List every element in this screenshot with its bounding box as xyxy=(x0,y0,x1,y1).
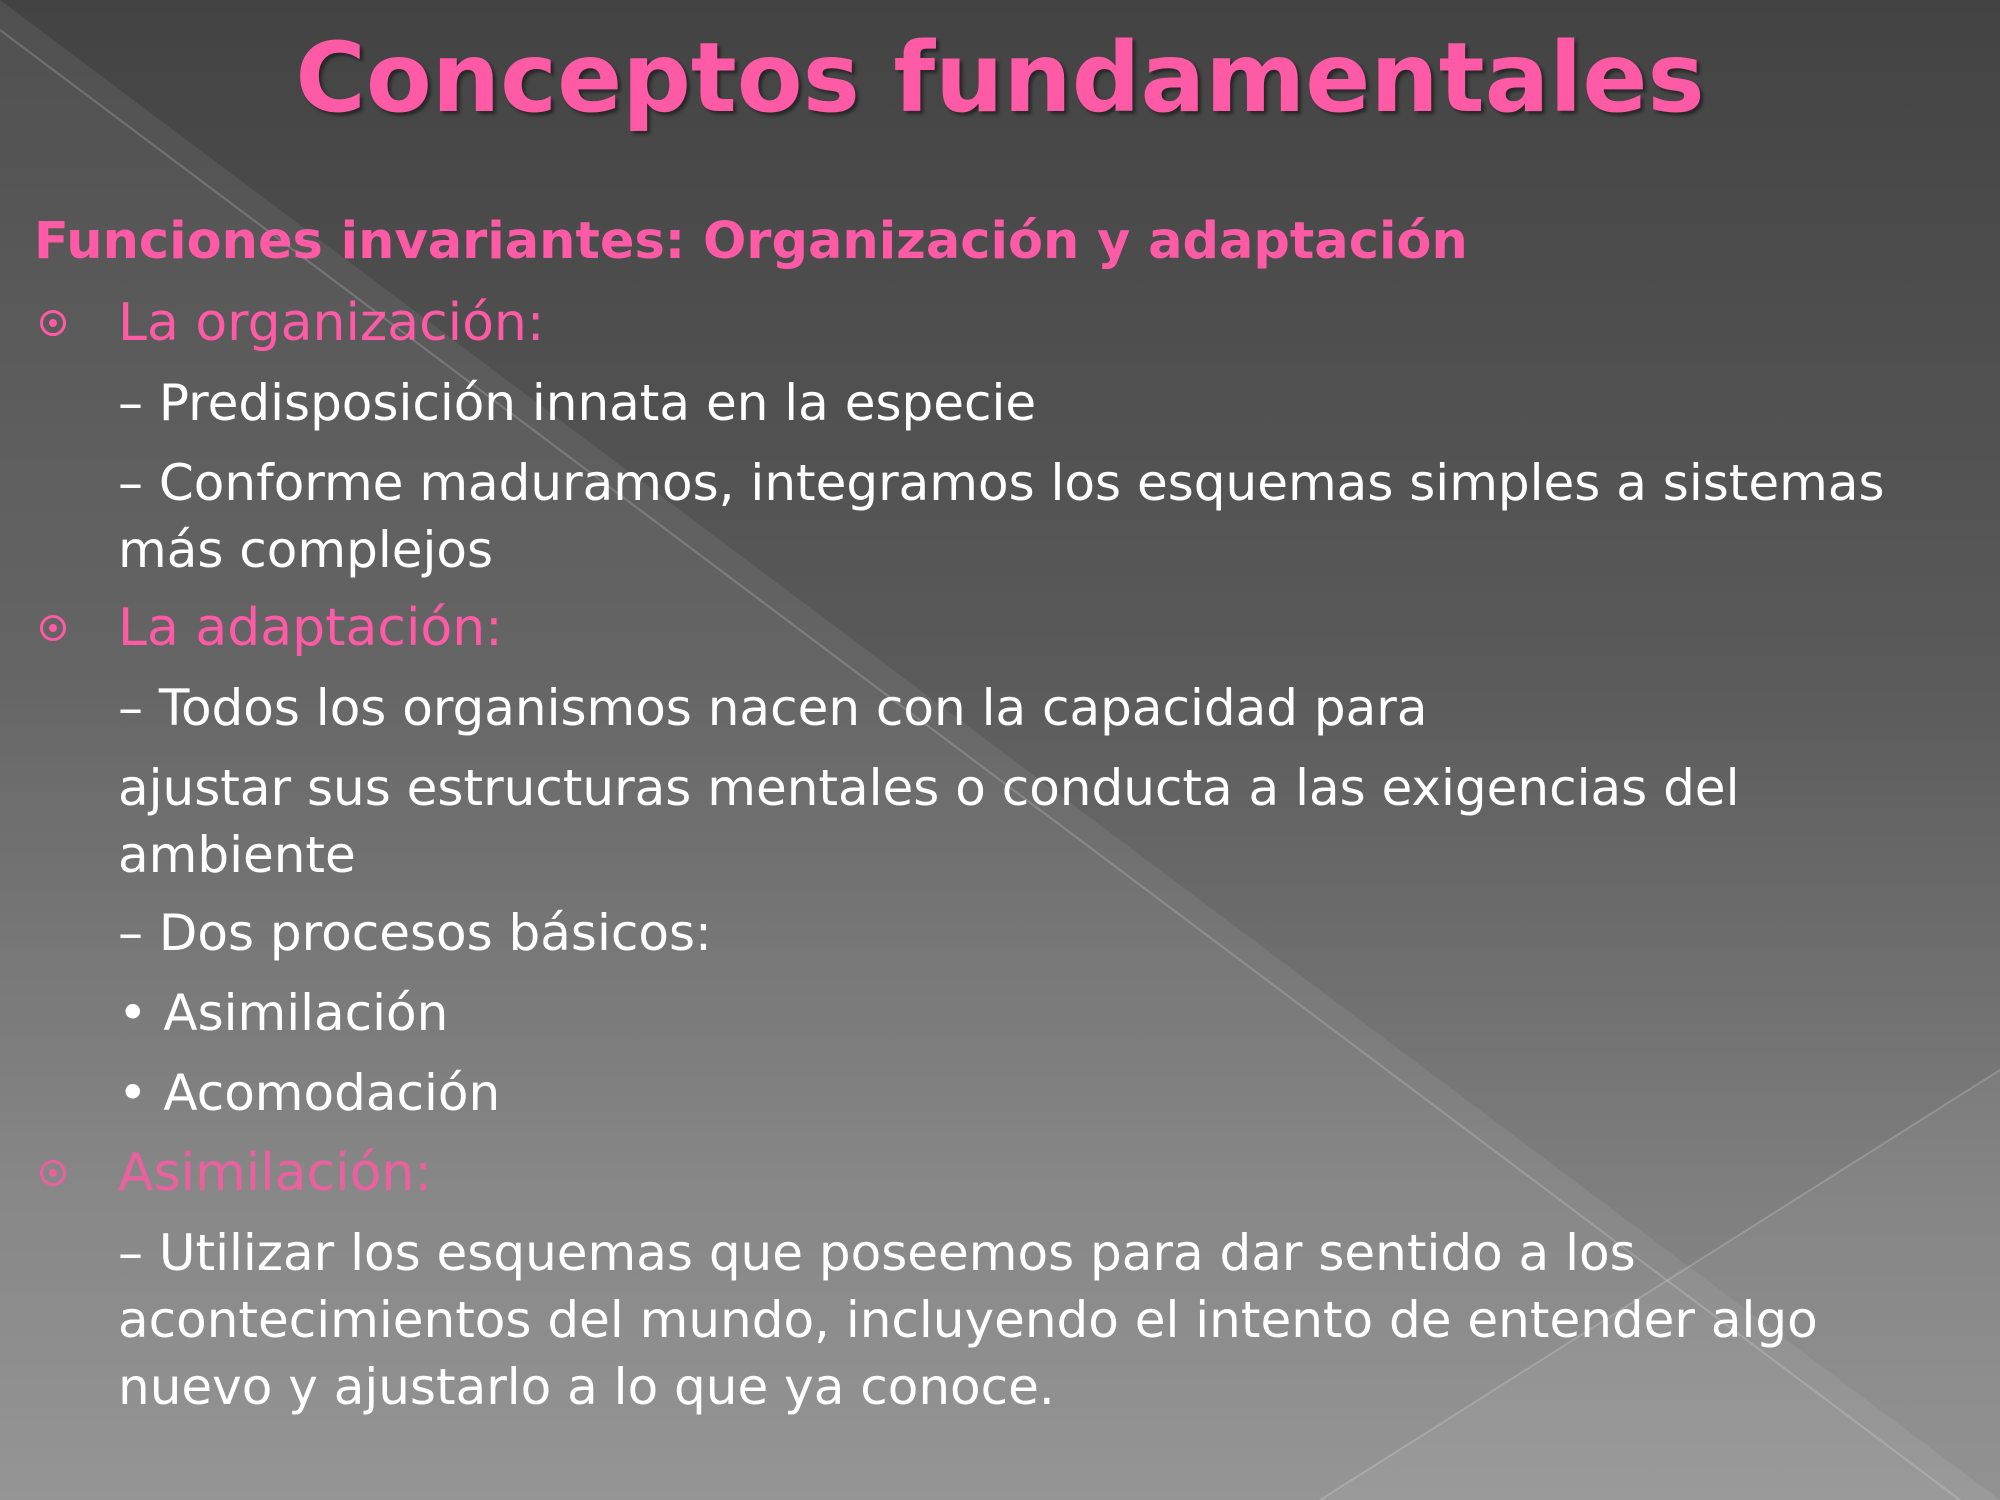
list-item: • Asimilación xyxy=(118,984,449,1042)
radio-bullet-icon xyxy=(40,1160,66,1186)
slide-subtitle: Funciones invariantes: Organización y adaptación xyxy=(34,212,1468,271)
slide-title: Conceptos fundamentales xyxy=(295,22,1705,134)
radio-bullet-icon xyxy=(40,615,66,641)
list-item: ajustar sus estructuras mentales o conducta a las exigencias del ambiente xyxy=(118,759,1740,884)
list-item: – Dos procesos básicos: xyxy=(118,904,712,962)
list-item: • Acomodación xyxy=(118,1064,501,1122)
list-item: – Conforme maduramos, integramos los esquemas simples a sistemas más complejos xyxy=(118,454,1885,579)
slide: Conceptos fundamentales Funciones invariantes: Organización y adaptación La organización: – Predisposición innata en la especie – Conforme maduramos, integramos los esquemas simples a sistemas más complejos La adaptación: – Todos los organismos nacen con la capacidad para ajustar sus estructuras mentales o conducta a las exigencias del ambiente – Dos procesos básicos: • Asimilación • Acomodación Asimilación: – Utilizar los esquemas que poseemos para dar sentido a los acontecimientos del mundo, incluyendo el intento de entender algo nuevo y ajustarlo a lo que ya conoce. xyxy=(0,0,2000,1500)
list-item: – Utilizar los esquemas que poseemos para dar sentido a los acontecimientos del mundo, incluyendo el intento de entender algo nuevo y ajustarlo a lo que ya conoce. xyxy=(118,1224,1818,1416)
list-item: – Predisposición innata en la especie xyxy=(118,374,1037,432)
list-item: – Todos los organismos nacen con la capacidad para xyxy=(118,679,1428,737)
radio-bullet-icon xyxy=(40,310,66,336)
